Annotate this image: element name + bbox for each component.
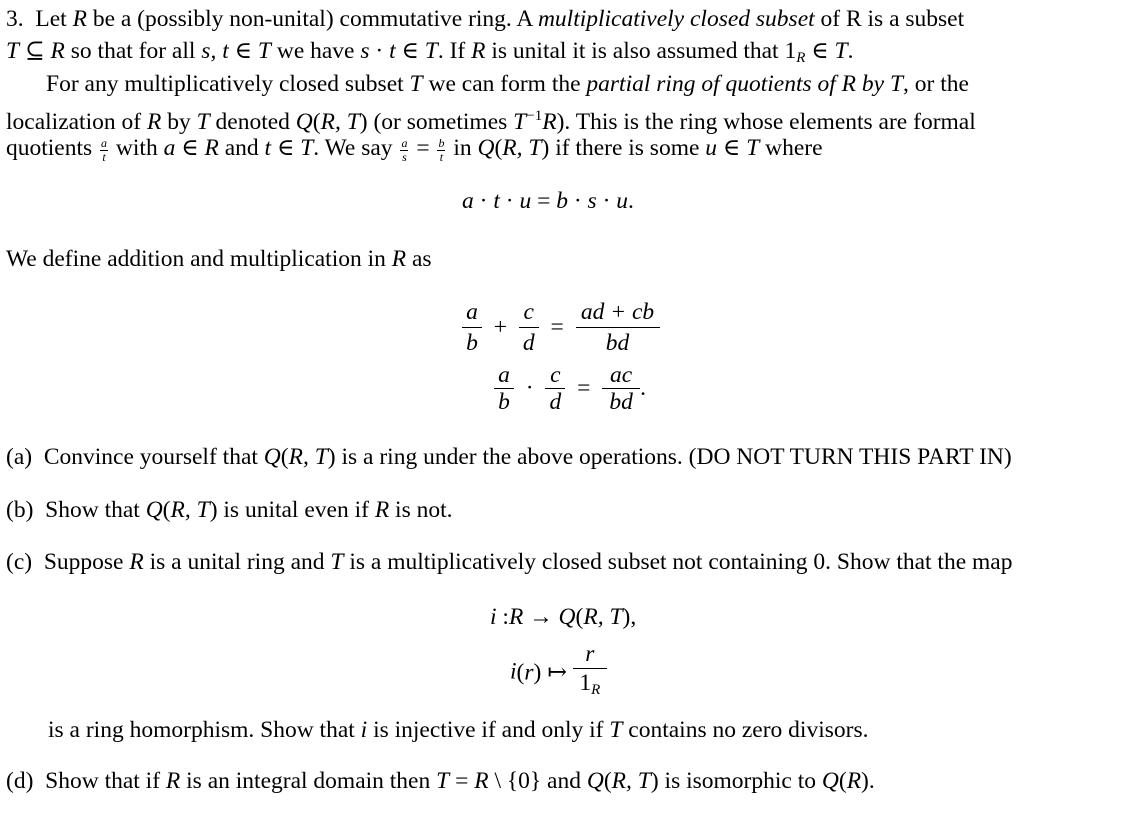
text: . We say	[313, 135, 393, 161]
text: is a ring under the above operations. (DO NOT TURN THIS PART IN)	[341, 444, 1012, 470]
text: Let	[35, 6, 67, 32]
text: be a (possibly non-unital) commutative ring. A	[92, 6, 533, 32]
text: of R is a subset	[820, 6, 965, 32]
part-a: (a) Convince yourself that Q(R, T) is a ring under the above operations. (DO NOT TURN THIS PART IN)	[6, 444, 1012, 470]
text: We define addition and multiplication in	[6, 246, 386, 272]
part-label: (d)	[6, 768, 34, 794]
problem-line-4: localization of R by T denoted Q(R, T) (or sometimes $T^{-1}R$). This is the ring whose elements are formal	[6, 108, 976, 135]
text: (or sometimes	[373, 109, 508, 135]
text: so that for all	[70, 38, 196, 64]
map-rule: i(r) ↦ $\frac{r}{1_R}$	[510, 640, 607, 704]
text: where	[765, 135, 823, 161]
addition-formula: $\frac{a}{b}$ + $\frac{c}{d}$ = $\frac{ad + cb}{bd}$	[462, 297, 660, 358]
problem-number: 3.	[6, 6, 24, 32]
text: we can form the	[428, 71, 581, 97]
text: is a ring homorphism. Show that	[48, 717, 355, 743]
text: is an integral domain then	[186, 768, 431, 794]
part-c-followup: is a ring homorphism. Show that i is injective if and only if T contains no zero divisors.	[48, 717, 869, 743]
text: denoted	[215, 109, 290, 135]
text: is a multiplicatively closed subset not containing 0. Show that the map	[349, 549, 1013, 575]
part-d: (d) Show that if R is an integral domain then T = R \ {0} and Q(R, T) is isomorphic to Q(R).	[6, 768, 875, 794]
inline-fraction: $\frac{b}{t}$	[438, 136, 445, 164]
part-label: (a)	[6, 444, 33, 470]
text: contains no zero divisors.	[628, 717, 869, 743]
text: quotients	[6, 135, 93, 161]
part-b: (b) Show that Q(R, T) is unital even if R is not.	[6, 497, 453, 523]
text: For any multiplicatively closed subset	[46, 71, 404, 97]
text: is isomorphic to	[664, 768, 816, 794]
text: Suppose	[43, 549, 124, 575]
inline-fraction: $\frac{a}{s}$	[401, 136, 408, 164]
text: as	[412, 246, 432, 272]
text: is not.	[395, 497, 453, 523]
text: we have	[276, 38, 355, 64]
text: is injective if and only if	[373, 717, 604, 743]
inline-fraction: $\frac{a}{t}$	[101, 136, 108, 164]
text: with	[115, 135, 158, 161]
part-label: (b)	[6, 497, 34, 523]
text: . If	[437, 38, 466, 64]
text: by	[861, 71, 885, 97]
text: ). This is the ring whose elements are formal	[556, 109, 976, 135]
problem-line-2: T ⊆ R so that for all s, t ∈ T we have s · t ∈ T. If R is unital it is also assumed that $1_R$ ∈ T.	[6, 38, 854, 66]
text: Show that	[45, 497, 140, 523]
equivalence-equation: a · t · u = b · s · u.	[462, 188, 634, 214]
text: and	[547, 768, 581, 794]
text: by	[167, 109, 191, 135]
text: and	[224, 135, 259, 161]
text: is unital it is also assumed that	[491, 38, 779, 64]
text: is unital even if	[223, 497, 369, 523]
text: Show that if	[45, 768, 161, 794]
problem-line-3: For any multiplicatively closed subset T we can form the partial ring of quotients of R by T, or the	[46, 71, 969, 97]
define-line: We define addition and multiplication in R as	[6, 246, 432, 272]
text: is a unital ring and	[149, 549, 325, 575]
term-multiplicatively-closed-subset: multiplicatively closed subset	[537, 6, 815, 32]
text: Convince yourself that	[43, 444, 258, 470]
multiplication-formula: $\frac{a}{b}$ · $\frac{c}{d}$ = $\frac{ac}{bd}$ .	[494, 362, 646, 415]
problem-line-1: 3. Let R be a (possibly non-unital) commutative ring. A multiplicatively closed subset of R is a subset	[6, 6, 965, 32]
text: localization of	[6, 109, 142, 135]
part-c: (c) Suppose R is a unital ring and T is a multiplicatively closed subset not containing 0. Show that the map	[6, 549, 1013, 575]
map-definition: i :R → Q(R, T),	[490, 604, 637, 630]
part-label: (c)	[6, 549, 33, 575]
text: in	[453, 135, 472, 161]
text: , or the	[903, 71, 969, 97]
text: if there is some	[555, 135, 700, 161]
problem-line-5: quotients $\frac{a}{t}$ with a ∈ R and t ∈ T. We say $\frac{a}{s}$ = $\frac{b}{t}$ in Q(R, T) if there is some u ∈ T where	[6, 135, 823, 164]
term-partial-ring: partial ring of quotients of	[586, 71, 836, 97]
